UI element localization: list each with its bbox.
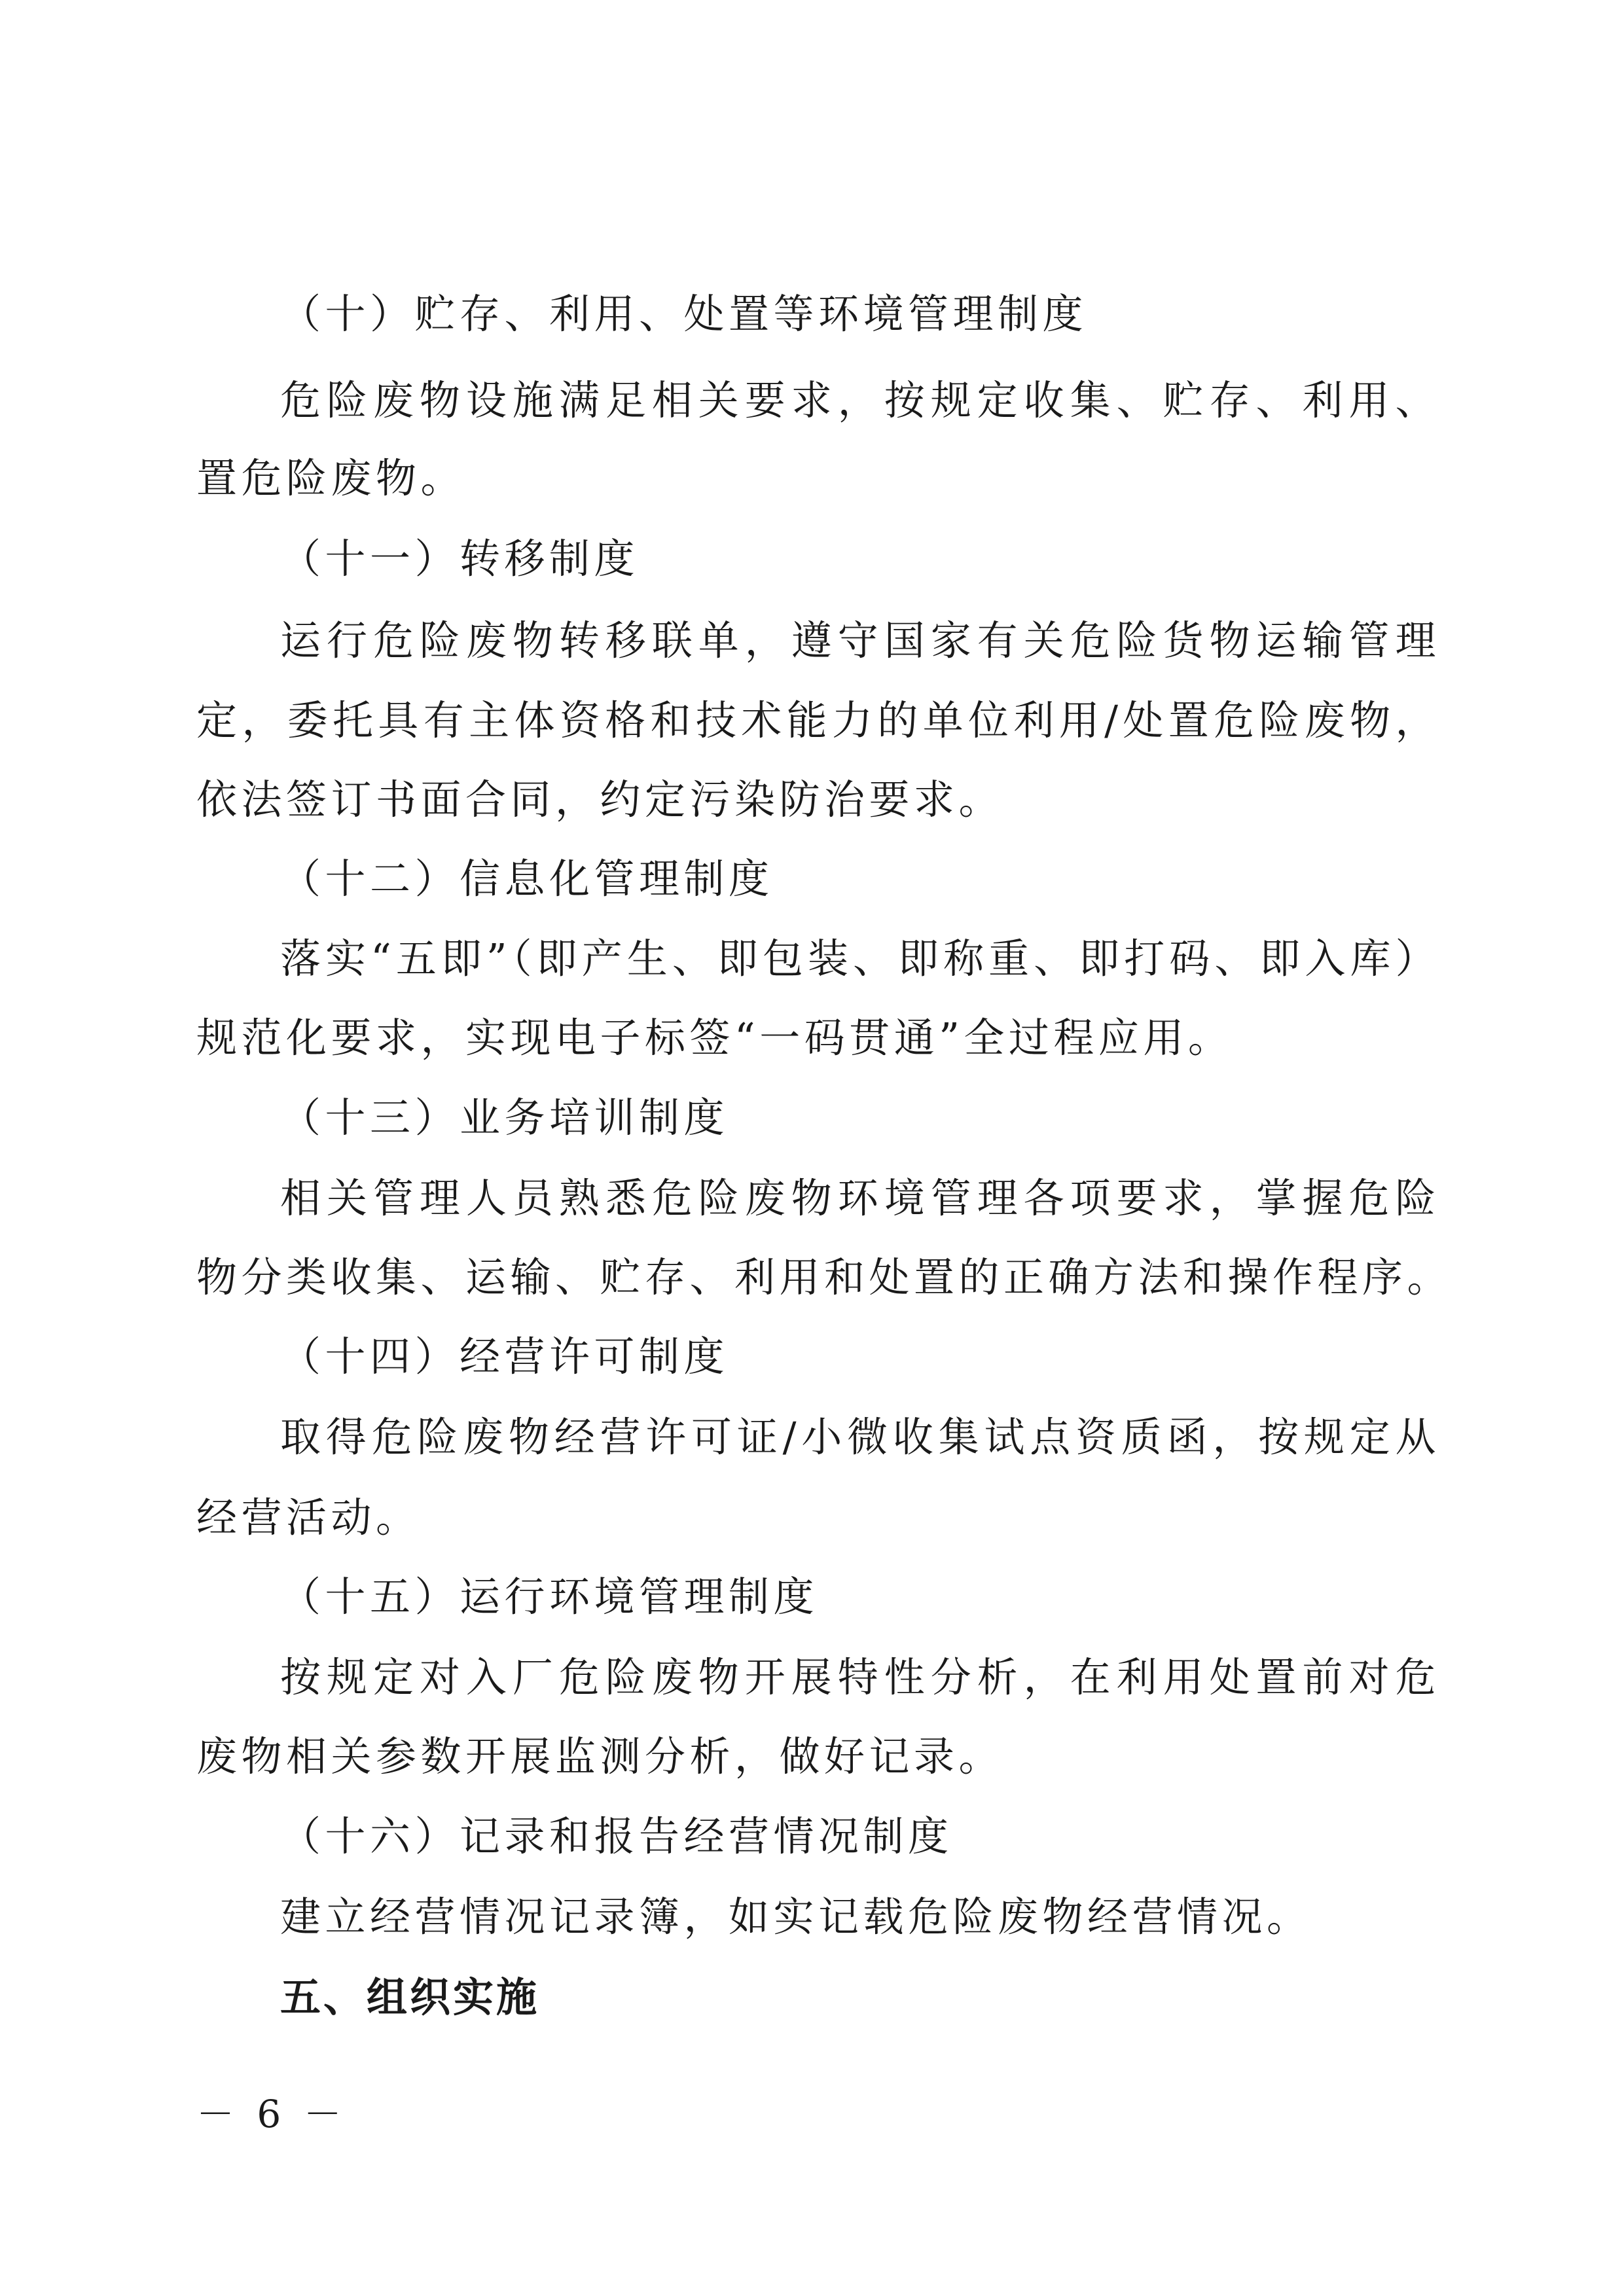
paragraph-15-line-2: 废物相关参数开展监测分析，做好记录。: [196, 1732, 1004, 1780]
subheading-15: （十五）运行环境管理制度: [280, 1573, 819, 1621]
section-heading-5: 五、组织实施: [280, 1973, 540, 2021]
paragraph-13-line-2: 物分类收集、运输、贮存、利用和处置的正确方法和操作程序。: [196, 1253, 1453, 1301]
subheading-16: （十六）记录和报告经营情况制度: [280, 1812, 953, 1860]
paragraph-15-line-1: 按规定对入厂危险废物开展特性分析，在利用处置前对危: [280, 1653, 1440, 1701]
paragraph-12-line-2: 规范化要求，实现电子标签“一码贯通”全过程应用。: [196, 1014, 1233, 1062]
paragraph-11-line-1: 运行危险废物转移联单，遵守国家有关危险货物运输管理: [280, 617, 1440, 664]
paragraph-12-line-1: 落实“五即”（即产生、即包装、即称重、即打码、即入库）: [280, 935, 1440, 982]
paragraph-16-line-1: 建立经营情况记录簿，如实记载危险废物经营情况。: [280, 1893, 1312, 1941]
paragraph-11-line-3: 依法签订书面合同，约定污染防治要求。: [196, 776, 1004, 823]
subheading-10: （十）贮存、利用、处置等环境管理制度: [280, 290, 1088, 338]
subheading-13: （十三）业务培训制度: [280, 1094, 729, 1141]
paragraph-14-line-1: 取得危险废物经营许可证/小微收集试点资质函，按规定从: [280, 1413, 1440, 1461]
page-number: － 6 －: [196, 2092, 347, 2136]
subheading-11: （十一）转移制度: [280, 535, 640, 583]
subheading-14: （十四）经营许可制度: [280, 1333, 729, 1380]
paragraph-14-line-2: 经营活动。: [196, 1494, 421, 1541]
subheading-12: （十二）信息化管理制度: [280, 855, 774, 903]
paragraph-10-line-2: 置危险废物。: [196, 454, 466, 502]
paragraph-13-line-1: 相关管理人员熟悉危险废物环境管理各项要求，掌握危险: [280, 1174, 1440, 1222]
paragraph-10-line-1: 危险废物设施满足相关要求，按规定收集、贮存、利用、: [280, 376, 1440, 424]
paragraph-11-line-2: 定，委托具有主体资格和技术能力的单位利用/处置危险废物，: [196, 696, 1440, 744]
